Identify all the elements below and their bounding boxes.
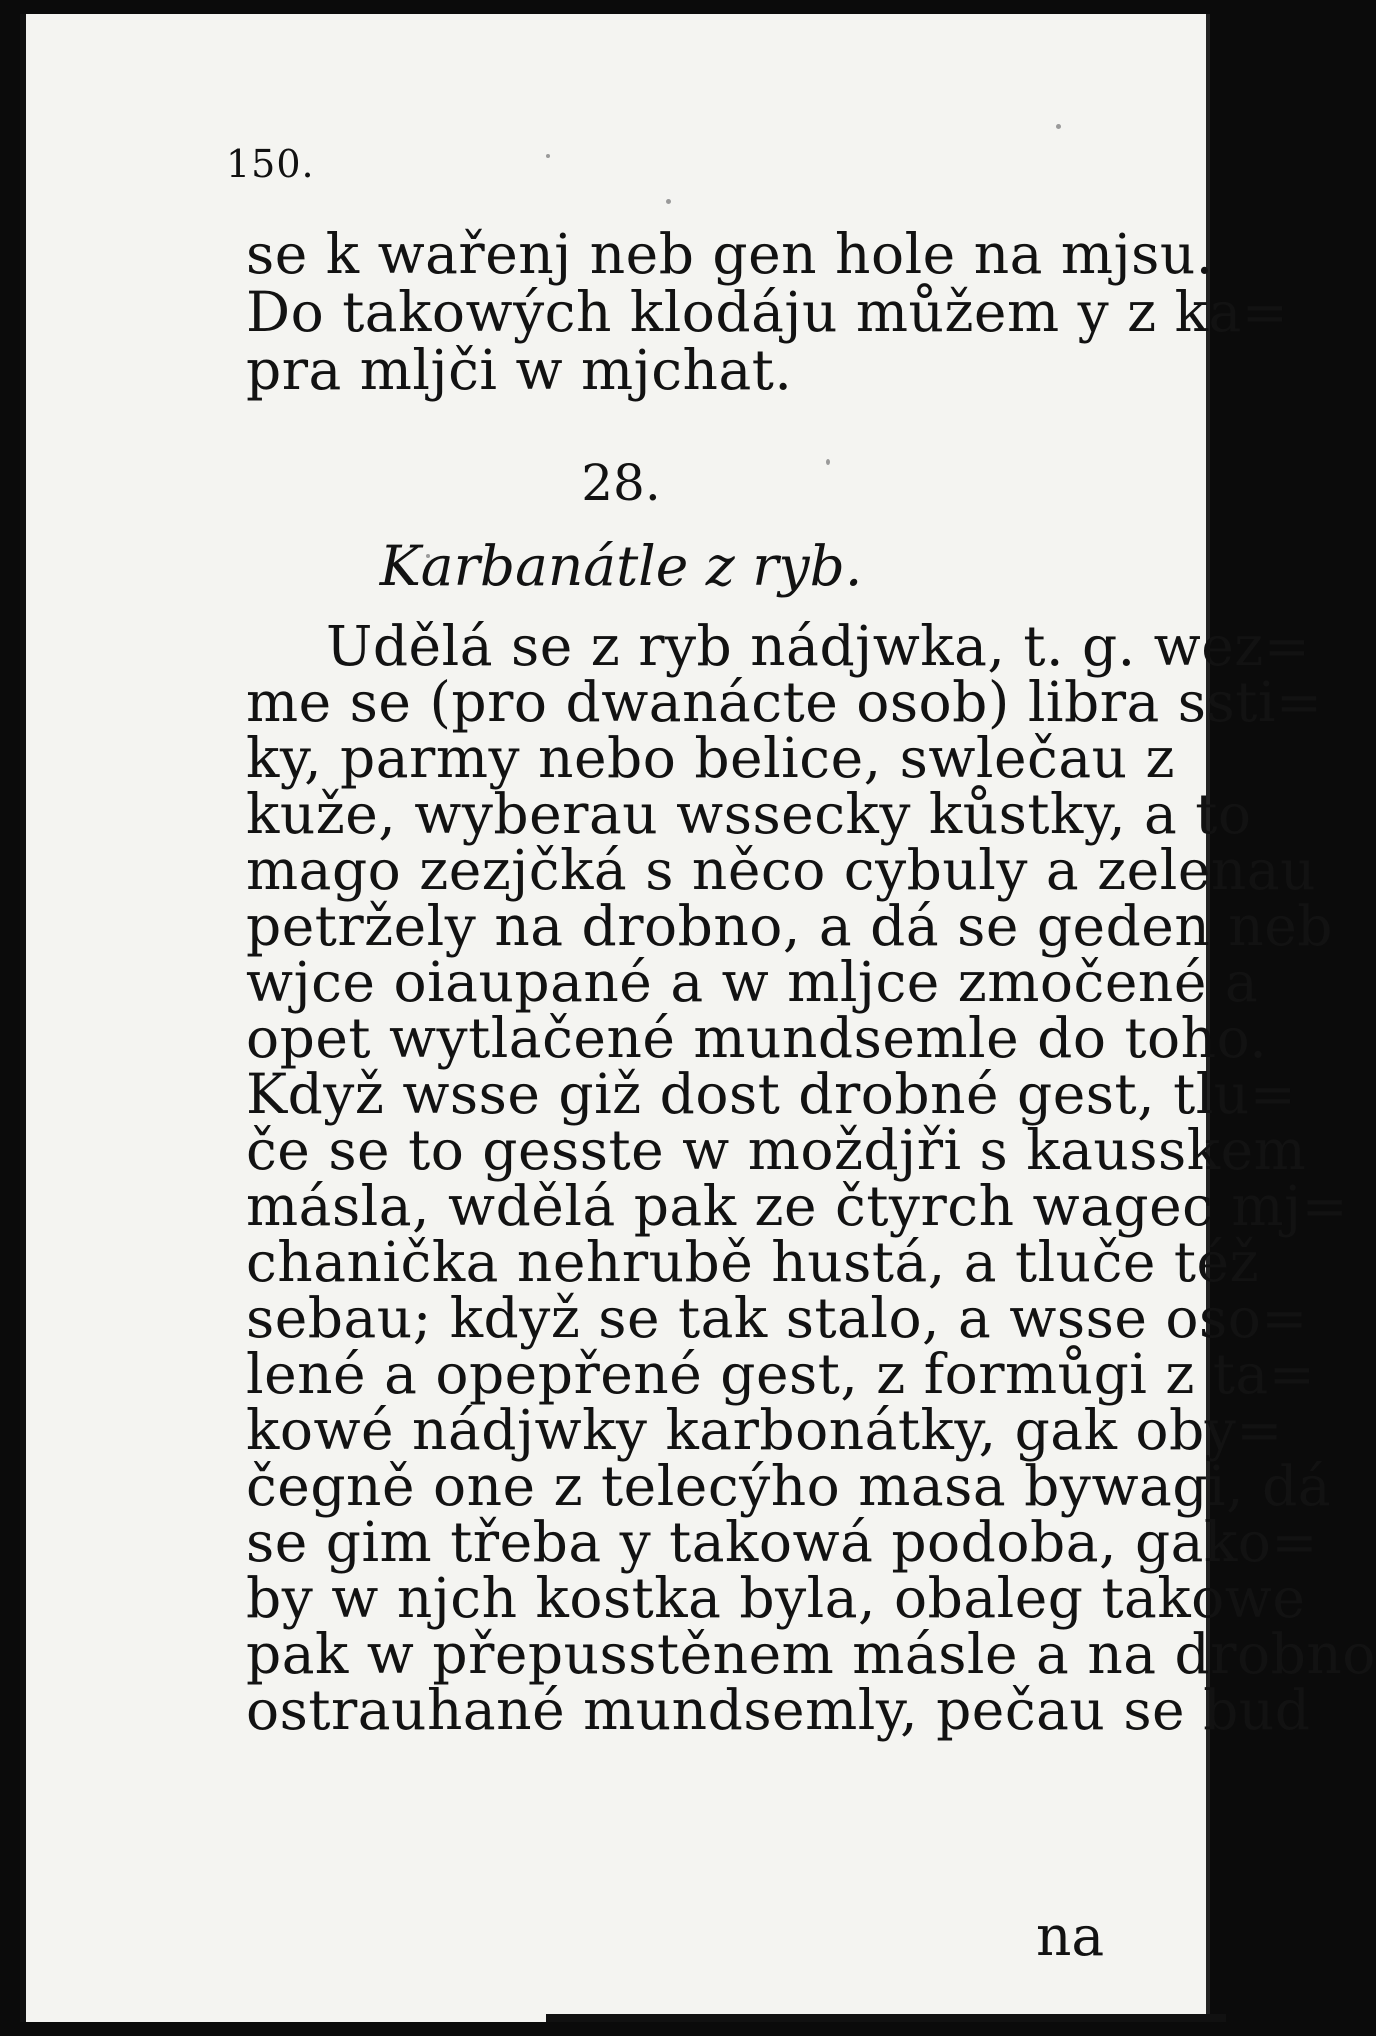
text-line: petržely na drobno, a dá se geden neb [246, 894, 1333, 958]
ink-speck [546, 154, 550, 158]
text-line: sebau; když se tak stalo, a wsse oso= [246, 1286, 1308, 1350]
recipe-number: 28. [581, 454, 661, 512]
text-line: Když wsse giž dost drobné gest, tlu= [246, 1062, 1297, 1126]
text-line: by w njch kostka byla, obaleg takowe [246, 1566, 1306, 1630]
text-line: pra mljči w mjchat. [246, 338, 793, 402]
recipe-title: Karbanátle z ryb. [379, 534, 863, 598]
text-line: čegně one z telecýho masa bywagi, dá [246, 1454, 1332, 1518]
text-line: wjce oiaupané a w mljce zmočené a [246, 950, 1259, 1014]
text-line: lené a opepřené gest, z formůgi z ta= [246, 1342, 1316, 1406]
page-edge-shadow [546, 2014, 1226, 2022]
text-line: mago zezjčká s něco cybuly a zelenau [246, 838, 1317, 902]
text-line: kuže, wyberau wssecky kůstky, a to [246, 782, 1252, 846]
text-line: opet wytlačené mundsemle do toho. [246, 1006, 1268, 1070]
catchword: na [1036, 1904, 1105, 1968]
text-line: me se (pro dwanácte osob) libra ssti= [246, 670, 1323, 734]
page-number: 150. [226, 142, 315, 186]
text-line: se gim třeba y takowá podoba, gako= [246, 1510, 1318, 1574]
ink-speck [1056, 124, 1061, 129]
text-line: se k wařenj neb gen hole na mjsu. [246, 222, 1214, 286]
text-line: Udělá se z ryb nádjwka, t. g. wez= [326, 614, 1311, 678]
text-line: másla, wdělá pak ze čtyrch wagec mj= [246, 1174, 1349, 1238]
ink-speck [666, 199, 671, 204]
text-line: chanička nehrubě hustá, a tluče též [246, 1230, 1260, 1294]
text-line: ostrauhané mundsemly, pečau se bud [246, 1678, 1311, 1742]
text-line: če se to gesste w moždjři s kausskem [246, 1118, 1307, 1182]
text-line: ky, parmy nebo belice, swlečau z [246, 726, 1176, 790]
book-page [20, 14, 1376, 2022]
text-line: pak w přepusstěnem másle a na drobno [246, 1622, 1376, 1686]
text-line: Do takowých klodáju můžem y z ka= [246, 280, 1289, 344]
text-line: kowé nádjwky karbonátky, gak oby= [246, 1398, 1283, 1462]
